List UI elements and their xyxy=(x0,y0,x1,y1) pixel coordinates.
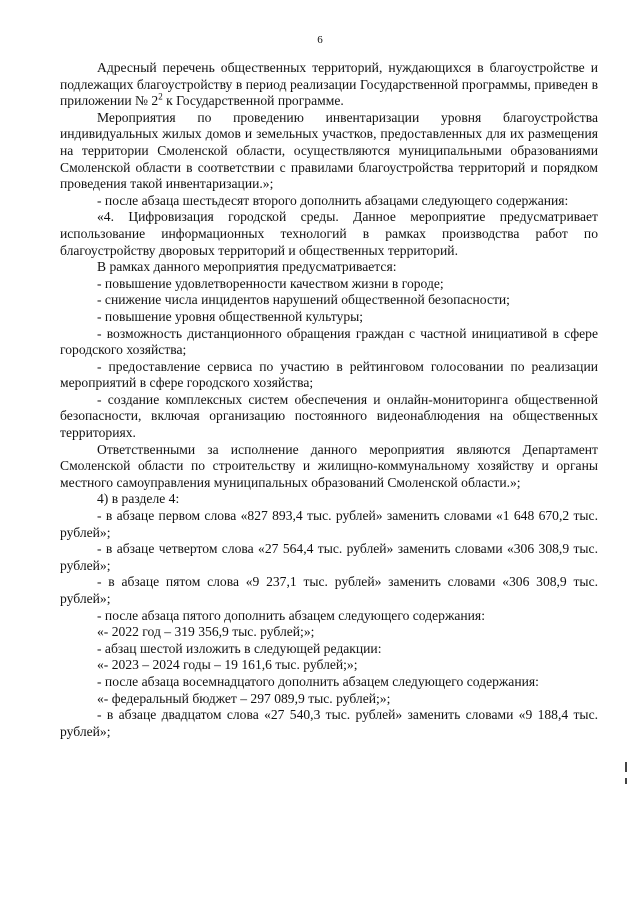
paragraph-16: - в абзаце пятом слова «9 237,1 тыс. рублей» заменить словами «306 308,9 тыс. рублей»; xyxy=(60,574,598,606)
paragraph-11: - создание комплексных систем обеспечения и онлайн-мониторинга общественной безопасности, включая организацию постоянного видеонаблюдения на общественных территориях. xyxy=(60,391,598,441)
paragraph-4: «4. Цифровизация городской среды. Данное мероприятие предусматривает использование информационных технологий в рамках производства работ по благоустройству дворовых территорий и общественных территорий. xyxy=(60,209,598,258)
document-body xyxy=(60,60,598,740)
paragraph-7: - снижение числа инцидентов нарушений общественной безопасности; xyxy=(97,292,510,308)
paragraph-13: 4) в разделе 4: xyxy=(97,491,180,507)
paragraph-6: - повышение удовлетворенности качеством жизни в городе; xyxy=(97,275,444,291)
superscript: 2 xyxy=(158,91,163,102)
paragraph-1-text: Адресный перечень общественных территорий, нуждающихся в благоустройстве и подлежащих благоустройству в период реализации Государственной программы, приведен в приложении № 2 xyxy=(60,60,598,109)
paragraph-2: Мероприятия по проведению инвентаризации уровня благоустройства индивидуальных жилых домов и земельных участков, предоставленных для их размещения на территории Смоленской области, осуществляются муниципальными образованиями Смоленской области в соответствии с правилами благоустройства территорий и порядком проведения такой инвентаризации.»; xyxy=(60,109,598,192)
paragraph-21: - после абзаца восемнадцатого дополнить абзацем следующего содержания: xyxy=(97,673,539,689)
paragraph-20: «- 2023 – 2024 годы – 19 161,6 тыс. рублей;»; xyxy=(97,657,358,673)
paragraph-19: - абзац шестой изложить в следующей редакции: xyxy=(97,640,382,656)
scan-edge-mark xyxy=(625,762,627,772)
paragraph-17: - после абзаца пятого дополнить абзацем следующего содержания: xyxy=(97,607,485,623)
paragraph-22: «- федеральный бюджет – 297 089,9 тыс. рублей;»; xyxy=(97,690,391,706)
paragraph-10: - предоставление сервиса по участию в рейтинговом голосовании по реализации мероприятий в сфере городского хозяйства; xyxy=(60,358,598,391)
paragraph-1-tail: к Государственной программе. xyxy=(162,93,344,109)
page-number: 6 xyxy=(317,34,323,46)
paragraph-9: - возможность дистанционного обращения граждан с частной инициативой в сфере городского хозяйства; xyxy=(60,325,598,358)
paragraph-15: - в абзаце четвертом слова «27 564,4 тыс. рублей» заменить словами «306 308,9 тыс. рублей»; xyxy=(60,541,598,573)
paragraph-1 xyxy=(60,60,598,110)
paragraph-8: - повышение уровня общественной культуры; xyxy=(97,308,364,324)
paragraph-18: «- 2022 год – 319 356,9 тыс. рублей;»; xyxy=(97,624,315,640)
paragraph-14: - в абзаце первом слова «827 893,4 тыс. рублей» заменить словами «1 648 670,2 тыс. рублей»; xyxy=(60,508,598,540)
paragraph-23: - в абзаце двадцатом слова «27 540,3 тыс. рублей» заменить словами «9 188,4 тыс. рублей»; xyxy=(60,707,598,739)
paragraph-12: Ответственными за исполнение данного мероприятия являются Департамент Смоленской области по строительству и жилищно-коммунальному хозяйству и органы местного самоуправления муниципальных образований Смоленской области.»; xyxy=(60,441,598,490)
scan-edge-mark xyxy=(625,778,627,784)
paragraph-3: - после абзаца шестьдесят второго дополнить абзацами следующего содержания: xyxy=(97,192,569,208)
paragraph-5: В рамках данного мероприятия предусматривается: xyxy=(97,259,397,275)
